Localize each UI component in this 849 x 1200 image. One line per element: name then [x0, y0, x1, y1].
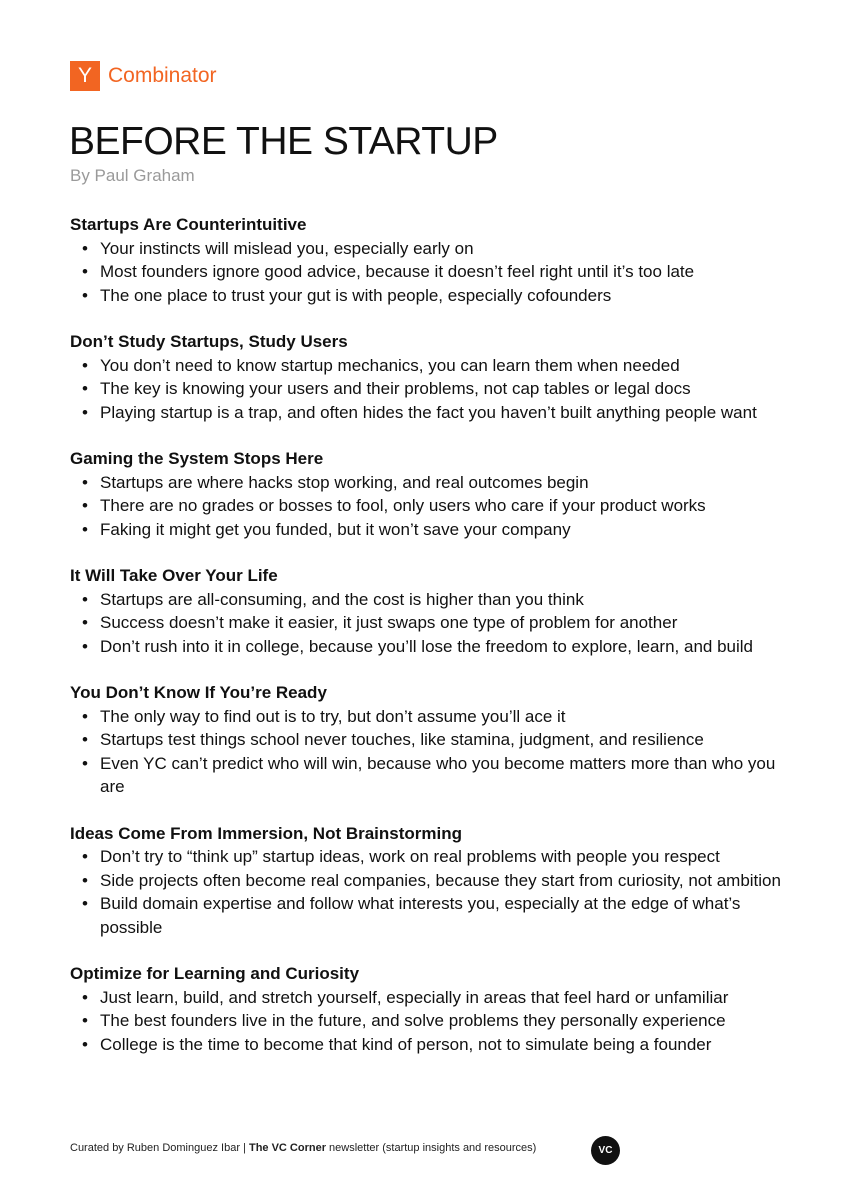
bullet-icon: •	[82, 706, 88, 726]
bullet-item	[70, 986, 800, 1010]
bullet-icon: •	[82, 613, 88, 632]
bullet-icon: •	[82, 355, 88, 375]
bullet-icon: •	[82, 730, 88, 749]
section	[70, 447, 800, 541]
footer-tail: newsletter (startup insights and resources)	[329, 1142, 537, 1154]
section	[70, 330, 800, 424]
bullet-item	[70, 284, 800, 308]
bullet-icon: •	[82, 262, 88, 281]
footer-curated: Curated by Ruben Dominguez Ibar |	[70, 1142, 246, 1154]
bullet-icon: •	[82, 847, 88, 866]
bullet-text: Startups are all-consuming, and the cost is higher than you think	[100, 589, 584, 609]
bullet-icon: •	[82, 496, 88, 515]
section	[70, 213, 800, 307]
bullet-item	[70, 635, 800, 659]
bullet-list	[70, 471, 800, 542]
section	[70, 681, 800, 799]
bullet-item	[70, 237, 800, 261]
bullet-text: Just learn, build, and stretch yourself, especially in areas that feel hard or unfamiliar	[100, 987, 729, 1007]
bullet-icon: •	[82, 636, 88, 656]
bullet-icon: •	[82, 285, 88, 305]
bullet-text: Startups are where hacks stop working, and real outcomes begin	[100, 472, 589, 492]
bullet-item	[70, 752, 800, 799]
vc-corner-badge-icon: VC	[591, 1136, 620, 1165]
bullet-list	[70, 845, 800, 939]
section	[70, 822, 800, 940]
bullet-item	[70, 471, 800, 495]
section-heading: Don’t Study Startups, Study Users	[70, 332, 348, 351]
bullet-item	[70, 728, 800, 752]
bullet-icon: •	[82, 472, 88, 492]
section-heading: Ideas Come From Immersion, Not Brainstorming	[70, 823, 463, 843]
bullet-icon: •	[82, 402, 88, 422]
bullet-text: You don’t need to know startup mechanics, you can learn them when needed	[100, 355, 680, 375]
section-heading: It Will Take Over Your Life	[70, 566, 278, 585]
bullet-item	[70, 588, 800, 612]
bullet-text: Your instincts will mislead you, especially early on	[100, 238, 474, 258]
section	[70, 962, 800, 1056]
bullet-item	[70, 869, 800, 893]
bullet-text: Don’t rush into it in college, because you’ll lose the freedom to explore, learn, and build	[100, 636, 753, 656]
bullet-list	[70, 705, 800, 799]
bullet-item	[70, 845, 800, 869]
bullet-icon: •	[82, 870, 88, 890]
bullet-text: College is the time to become that kind of person, not to simulate being a founder	[100, 1034, 712, 1054]
page-title: BEFORE THE STARTUP	[69, 120, 498, 163]
bullet-list	[70, 354, 800, 425]
bullet-item	[70, 377, 800, 401]
bullet-text: Faking it might get you funded, but it won’t save your company	[100, 519, 571, 539]
bullet-icon: •	[82, 1011, 88, 1030]
bullet-icon: •	[82, 519, 88, 539]
bullet-item	[70, 354, 800, 378]
bullet-icon: •	[82, 589, 88, 609]
bullet-text: The only way to find out is to try, but don’t assume you’ll ace it	[100, 706, 566, 726]
bullet-item	[70, 1033, 800, 1057]
bullet-icon: •	[82, 987, 88, 1007]
bullet-icon: •	[82, 1034, 88, 1054]
bullet-text: Most founders ignore good advice, because it doesn’t feel right until it’s too late	[100, 262, 695, 281]
bullet-item	[70, 892, 800, 939]
bullet-icon: •	[82, 894, 88, 913]
section-heading: You Don’t Know If You’re Ready	[70, 683, 327, 702]
bullet-item	[70, 705, 800, 729]
section	[70, 564, 800, 658]
byline: By Paul Graham	[70, 166, 195, 185]
section-heading: Gaming the System Stops Here	[70, 449, 324, 468]
yc-logo-text: Combinator	[108, 64, 217, 87]
bullet-list	[70, 986, 800, 1057]
bullet-text: Playing startup is a trap, and often hides the fact you haven’t built anything people want	[100, 402, 757, 422]
bullet-text: Success doesn’t make it easier, it just swaps one type of problem for another	[100, 613, 678, 632]
bullet-text: There are no grades or bosses to fool, only users who care if your product works	[100, 496, 706, 515]
bullet-list	[70, 237, 800, 308]
footer-newsletter-name: The VC Corner	[248, 1142, 326, 1154]
bullet-item	[70, 494, 800, 518]
bullet-icon: •	[82, 379, 88, 398]
yc-logo	[70, 60, 217, 92]
sections-container	[70, 213, 800, 1079]
bullet-text: Side projects often become real companies, because they start from curiosity, not ambition	[100, 870, 781, 890]
bullet-item	[70, 518, 800, 542]
bullet-item	[70, 401, 800, 425]
bullet-text: The one place to trust your gut is with people, especially cofounders	[100, 285, 612, 305]
bullet-text: Startups test things school never touches, like stamina, judgment, and resilience	[100, 730, 704, 749]
bullet-item	[70, 260, 800, 284]
footer-credit	[70, 1142, 536, 1154]
bullet-text: The best founders live in the future, and solve problems they personally experience	[100, 1011, 726, 1030]
bullet-icon: •	[82, 753, 88, 773]
yc-logo-mark: Y	[70, 61, 100, 91]
bullet-text: Don’t try to “think up” startup ideas, work on real problems with people you respect	[100, 847, 720, 866]
bullet-icon: •	[82, 238, 88, 258]
bullet-list	[70, 588, 800, 659]
section-heading: Optimize for Learning and Curiosity	[70, 964, 360, 983]
bullet-text: Even YC can’t predict who will win, because who you become matters more than who you are	[100, 753, 776, 796]
section-heading: Startups Are Counterintuitive	[70, 215, 307, 234]
bullet-item	[70, 1009, 800, 1033]
bullet-item	[70, 611, 800, 635]
bullet-text: Build domain expertise and follow what interests you, especially at the edge of what’s possible	[100, 894, 741, 937]
bullet-text: The key is knowing your users and their problems, not cap tables or legal docs	[100, 379, 691, 398]
